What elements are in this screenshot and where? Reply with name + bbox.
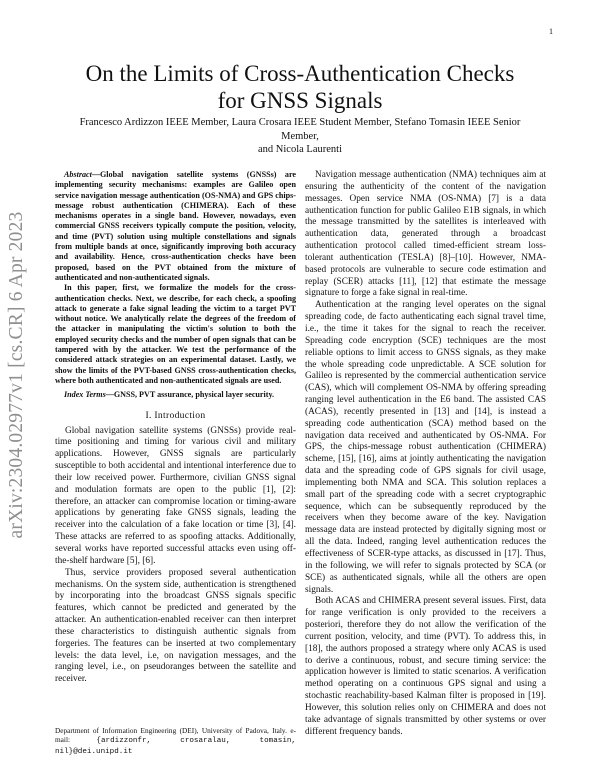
arxiv-identifier xyxy=(2,140,32,610)
section-heading-introduction: I. Introduction xyxy=(145,409,206,421)
authors-line-1: Francesco Ardizzon IEEE Member, Laura Crosara IEEE Student Member, Stefano Tomasin IEEE Senior Member, xyxy=(79,117,521,142)
author-list xyxy=(60,116,540,157)
body-paragraph: Authentication at the ranging level operates on the signal spreading code, de facto authenticating each signal travel time, i.e., the time it takes for the signal to reach the receiver. Spreading code encryption (SCE) techniques are the most reliable options to limit access to GNSS signals, as they make the whole spreading code unpredictable. A SCE solution for Galileo is represented by the commercial authentication service (CAS), which will complement OS-NMA by offering spreading ranging level authentication in the E6 band. The assisted CAS (ACAS), recently presented in [13] and [14], is instead a spreading code authentication (SCA) method based on the navigation data received and authenticated by OS-NMA. For GPS, the chips-message robust authentication (CHIMERA) scheme, [15], [16], aims at jointly authenticating the navigation data and the spreading code of GPS signals for civil usage, implementing both NMA and SCA. This solution replaces a small part of the spreading code with a secret cryptographic sequence, which can be subsequently reproduced by the receivers when they become aware of the key. Navigation message data are instead protected by digitally signing most or all the data. Indeed, ranging level authentication reduces the effectiveness of SCER-type attacks, as discussed in [17]. Thus, in the following, we will refer to signals protected by SCA (or SCE) as authenticated signals, while all the others are open signals. xyxy=(305,300,546,595)
body-paragraph: Thus, service providers proposed several authentication mechanisms. On the system side, authentication is strengthened by incorporating into the broadcast GNSS signals specific features, which cannot be predicted and generated by the attacker. An authentication-enabled receiver can then interpret these characteristics to distinguish authentic signals from forgeries. The features can be inserted at two complementary levels: the data level, i.e, on navigation messages, and the ranging level, i.e., on pseudoranges between the satellite and receiver. xyxy=(55,567,296,685)
index-terms-label: Index Terms xyxy=(64,390,106,400)
right-column xyxy=(305,170,546,739)
affiliation-footnote xyxy=(55,726,296,758)
index-terms-text: —GNSS, PVT assurance, physical layer security. xyxy=(105,390,275,400)
body-paragraph: Navigation message authentication (NMA) techniques aim at ensuring the authenticity of the content of the navigation messages. Open service NMA (OS-NMA) [7] is a data authentication function for public Galileo E1B signals, in which the message transmitted by the satellites is interleaved with authentication data, generated through a broadcast authentication protocol called timed-efficient stream loss-tolerant authentication (TESLA) [8]–[10]. However, NMA-based protocols are vulnerable to secure code estimation and replay (SCER) attacks [11], [12] that estimate the message signature to forge a fake signal in real-time. xyxy=(305,170,546,299)
footnote-text: Department of Information Engineering (DEI), University of Padova, Italy. e-mail: xyxy=(55,726,296,745)
page-number: 1 xyxy=(549,27,553,36)
left-column xyxy=(55,170,296,686)
abstract-label: Abstract xyxy=(64,170,92,179)
introduction-body-right xyxy=(305,170,546,739)
introduction-body-left xyxy=(55,426,296,687)
body-paragraph: Both ACAS and CHIMERA present several issues. First, data for range verification is only provided to the receivers a posteriori, therefore they do not allow the verification of the current position, velocity, and time (PVT). To address this, in [18], the authors proposed a strategy where only ACAS is used to derive a continuous, robust, and secure timing service: the application however is limited to static scenarios. A verification method operating on a continuous GPS signal and using a stochastic reachability-based Kalman filter is proposed in [19]. However, this solution relies only on CHIMERA and does not take advantage of signals transmitted by other systems or over different frequency bands. xyxy=(305,596,546,737)
paper-title xyxy=(60,60,540,114)
authors-line-2: and Nicola Laurenti xyxy=(258,144,342,155)
title-line-1: On the Limits of Cross-Authentication Checks xyxy=(85,61,515,86)
arxiv-identifier-text: arXiv:2304.02977v1 [cs.CR] 6 Apr 2023 xyxy=(6,211,27,539)
body-paragraph: Global navigation satellite systems (GNSSs) provide real-time positioning and timing for various civil and military applications. However, GNSS signals are particularly susceptible to both accidental and intentional interference due to their low received power. Furthermore, civilian GNSS signal and modulation formats are open to the public [1], [2]: therefore, an attacker can compromise location or timing-aware applications by generating fake GNSS signals, leading the receiver into the calculation of a fake location or time [3], [4]. These attacks are referred to as spoofing attacks. Additionally, several works have reported successful attacks even using off-the-shelf hardware [5], [6]. xyxy=(55,425,296,566)
abstract-paragraph-2: In this paper, first, we formalize the models for the cross-authentication checks. Next, we describe, for each check, a spoofing attack to generate a fake signal leading the victim to a target PVT without notice. We analytically relate the degrees of the freedom of the attacker in manipulating the victim's solution to both the employed security checks and the number of open signals that can be tampered with by the attacker. We test the performance of the considered attack strategies on an experimental dataset. Lastly, we show the limits of the PVT-based GNSS cross-authentication checks, where both authenticated and non-authenticated signals are used. xyxy=(55,283,296,385)
footnote-email: {ardizzonfr, crosaralau, tomasin, nil}@dei.unipd.it xyxy=(55,737,296,757)
abstract-text-1: —Global navigation satellite systems (GNSSs) are implementing security mechanisms: examples are Galileo open service navigation message authentication (OS-NMA) and GPS chips-message robust authentication (CHIMERA). Each of these mechanisms operates in a single band. However, nowadays, even commercial GNSS receivers typically compute the position, velocity, and time (PVT) solution using multiple constellations and signals from multiple bands at once, significantly improving both accuracy and availability. Hence, cross-authentication checks have been proposed, based on the PVT obtained from the mixture of authenticated and non-authenticated signals. xyxy=(55,170,296,282)
index-terms xyxy=(55,390,296,400)
title-line-2: for GNSS Signals xyxy=(217,88,383,113)
abstract-paragraph-1 xyxy=(55,170,296,283)
